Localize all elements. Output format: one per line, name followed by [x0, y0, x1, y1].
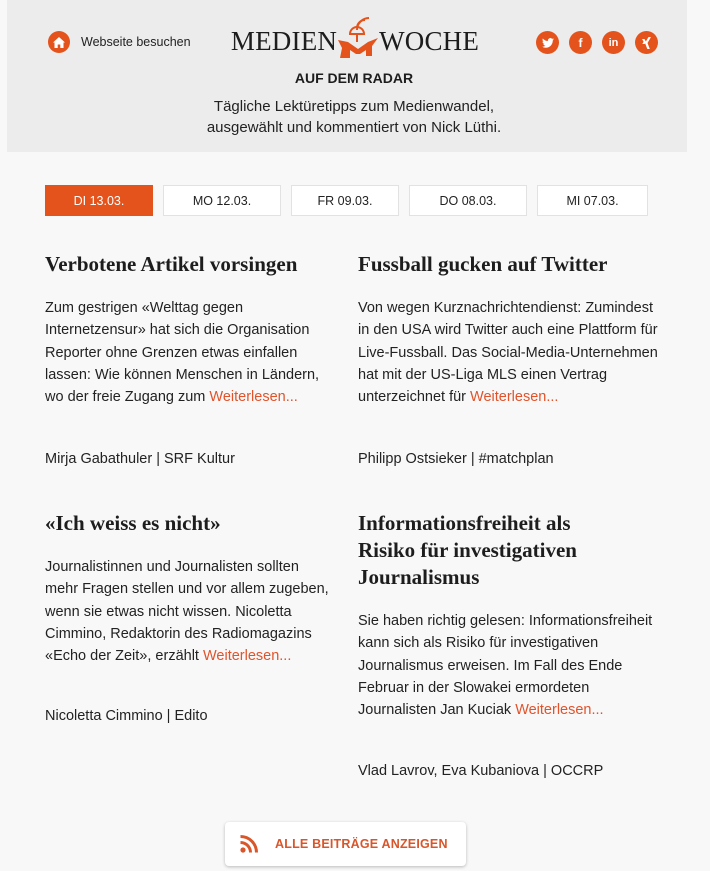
- show-all-posts-button[interactable]: [225, 822, 466, 866]
- article-card: [45, 251, 335, 481]
- rss-icon: [240, 835, 259, 853]
- article-card: [358, 510, 658, 790]
- article-title[interactable]: Informationsfreiheit als Risiko für investigativen Journalismus: [358, 511, 577, 589]
- article-text: Sie haben richtig gelesen: Informationsfreiheit kann sich als Risiko für investigativen Journalismus erweisen. Im Fall des Ende Februar in der Slowakei ermordeten Journalisten Jan Kuciak: [358, 613, 653, 719]
- visit-website-label: Webseite besuchen: [81, 35, 191, 49]
- tagline-line-2: ausgewählt und kommentiert von Nick Lüthi.: [206, 119, 502, 136]
- section-title: AUF DEM RADAR: [294, 70, 414, 86]
- show-all-posts-label: ALLE BEITRÄGE ANZEIGEN: [275, 837, 448, 851]
- tagline-line-1: Tägliche Lektüretipps zum Medienwandel,: [213, 98, 495, 115]
- article-text: Von wegen Kurznachrichtendienst: Zumindest in den USA wird Twitter auch eine Plattform für Live-Fussball. Das Social-Media-Unternehmen hat mit der US-Liga MLS einen Vertrag unterzeichnet für: [358, 300, 658, 406]
- article-card: [358, 251, 658, 481]
- twitter-icon[interactable]: [536, 31, 559, 54]
- article-text: Zum gestrigen «Welttag gegen Internetzensur» hat sich die Organisation Reporter ohne Grenzen etwas einfallen lassen: Wie können Menschen in Ländern, wo der freie Zugang zum: [45, 300, 320, 406]
- article-teaser: [45, 297, 335, 408]
- article-title[interactable]: «Ich weiss es nicht»: [45, 511, 221, 535]
- article-title[interactable]: Verbotene Artikel vorsingen: [45, 252, 298, 276]
- xing-icon[interactable]: [635, 31, 658, 54]
- article-text: Journalistinnen und Journalisten sollten mehr Fragen stellen und vor allem zugeben, wenn sie etwas nicht wissen. Nicoletta Cimmino, Redaktorin des Radiomagazins «Echo der Zeit», erzählt: [45, 559, 329, 665]
- date-tab-di-13-03[interactable]: DI 13.03.: [45, 185, 153, 216]
- read-more-link[interactable]: Weiterlesen...: [202, 648, 292, 665]
- logo-antenna-icon: [338, 16, 378, 60]
- tagline: [7, 96, 701, 138]
- article-source: Mirja Gabathuler | SRF Kultur: [45, 451, 235, 467]
- date-tab-fr-09-03[interactable]: FR 09.03.: [291, 185, 399, 216]
- medienwoche-logo[interactable]: [229, 12, 481, 60]
- date-tabs: [45, 185, 648, 216]
- facebook-icon[interactable]: f: [569, 31, 592, 54]
- article-teaser: [45, 556, 335, 667]
- article-source: Nicoletta Cimmino | Edito: [45, 708, 208, 724]
- newsletter-header: [7, 0, 687, 152]
- article-card: [45, 510, 335, 740]
- home-icon: [48, 31, 70, 53]
- date-tab-mi-07-03[interactable]: MI 07.03.: [537, 185, 648, 216]
- article-teaser: [358, 610, 658, 721]
- linkedin-icon[interactable]: in: [602, 31, 625, 54]
- read-more-link[interactable]: Weiterlesen...: [209, 389, 298, 406]
- article-teaser: [358, 297, 658, 408]
- date-tab-do-08-03[interactable]: DO 08.03.: [409, 185, 527, 216]
- date-tab-mo-12-03[interactable]: MO 12.03.: [163, 185, 281, 216]
- read-more-link[interactable]: Weiterlesen...: [515, 702, 604, 719]
- article-title[interactable]: Fussball gucken auf Twitter: [358, 252, 608, 276]
- article-source: Philipp Ostsieker | #matchplan: [358, 451, 554, 467]
- read-more-link[interactable]: Weiterlesen...: [470, 389, 559, 406]
- logo-text-right: WOCHE: [379, 26, 480, 56]
- logo-text-left: MEDIEN: [230, 26, 338, 56]
- visit-website-link[interactable]: [48, 31, 191, 53]
- article-source: Vlad Lavrov, Eva Kubaniova | OCCRP: [358, 763, 604, 779]
- social-links: [536, 31, 658, 54]
